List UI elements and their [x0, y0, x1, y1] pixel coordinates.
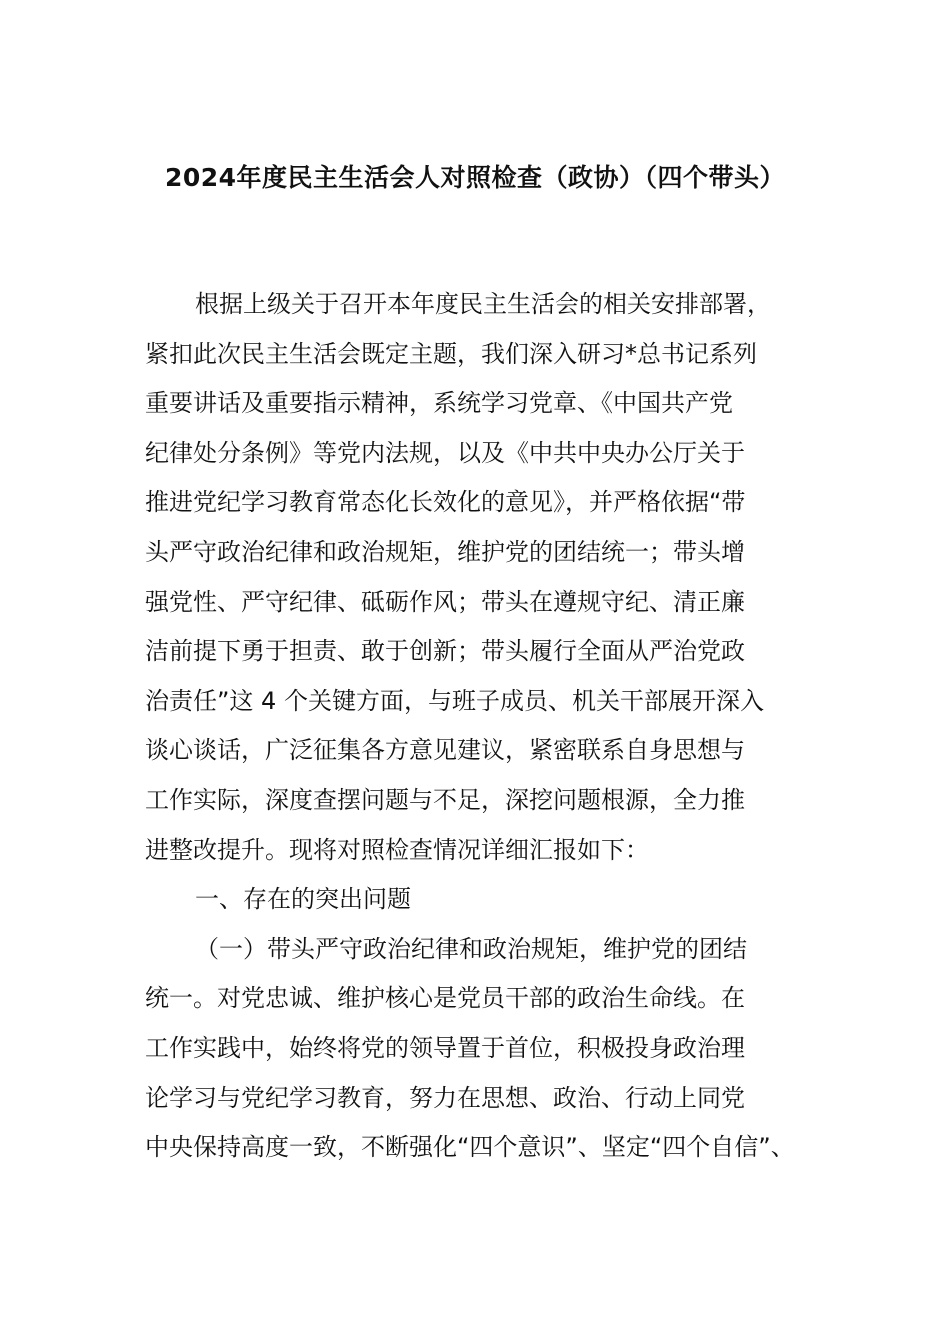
text-line-4: 纪律处分条例》等党内法规，以及《中共中央办公厅关于: [145, 438, 745, 467]
text-line-9: 治责任”这 4 个关键方面，与班子成员、机关干部展开深入: [145, 686, 764, 715]
text-line-11: 工作实际，深度查摆问题与不足，深挖问题根源，全力推: [145, 785, 745, 814]
text-line-6: 头严守政治纪律和政治规矩，维护党的团结统一；带头增: [145, 537, 745, 566]
document-title: 2024年度民主生活会人对照检查（政协）（四个带头）: [164, 163, 786, 192]
text-line-1: 根据上级关于召开本年度民主生活会的相关安排部署，: [195, 290, 771, 318]
text-line-3: 重要讲话及重要指示精神，系统学习党章、《中国共产党: [145, 389, 733, 418]
text-line-2: 紧扣此次民主生活会既定主题，我们深入研习*总书记系列: [145, 339, 757, 368]
text-line-17: 论学习与党纪学习教育，努力在思想、政治、行动上同党: [145, 1083, 745, 1112]
section-heading: 一、存在的突出问题: [195, 885, 411, 914]
text-line-10: 谈心谈话，广泛征集各方意见建议，紧密联系自身思想与: [145, 736, 745, 765]
text-line-8: 洁前提下勇于担责、敢于创新；带头履行全面从严治党政: [145, 637, 745, 666]
text-line-5: 推进党纪学习教育常态化长效化的意见》，并严格依据“带: [145, 488, 746, 517]
text-line-7: 强党性、严守纪律、砥砺作风；带头在遵规守纪、清正廉: [145, 587, 745, 616]
document-body: [145, 280, 845, 1173]
subsection-heading: （一）带头严守政治纪律和政治规矩，维护党的团结: [195, 934, 747, 963]
text-line-16: 工作实践中，始终将党的领导置于首位，积极投身政治理: [145, 1033, 745, 1062]
text-line-18: 中央保持高度一致，不断强化“四个意识”、坚定“四个自信”、: [145, 1133, 795, 1162]
text-line-15: 统一。对党忠诚、维护核心是党员干部的政治生命线。在: [145, 984, 745, 1013]
text-line-12: 进整改提升。现将对照检查情况详细汇报如下：: [145, 835, 649, 864]
